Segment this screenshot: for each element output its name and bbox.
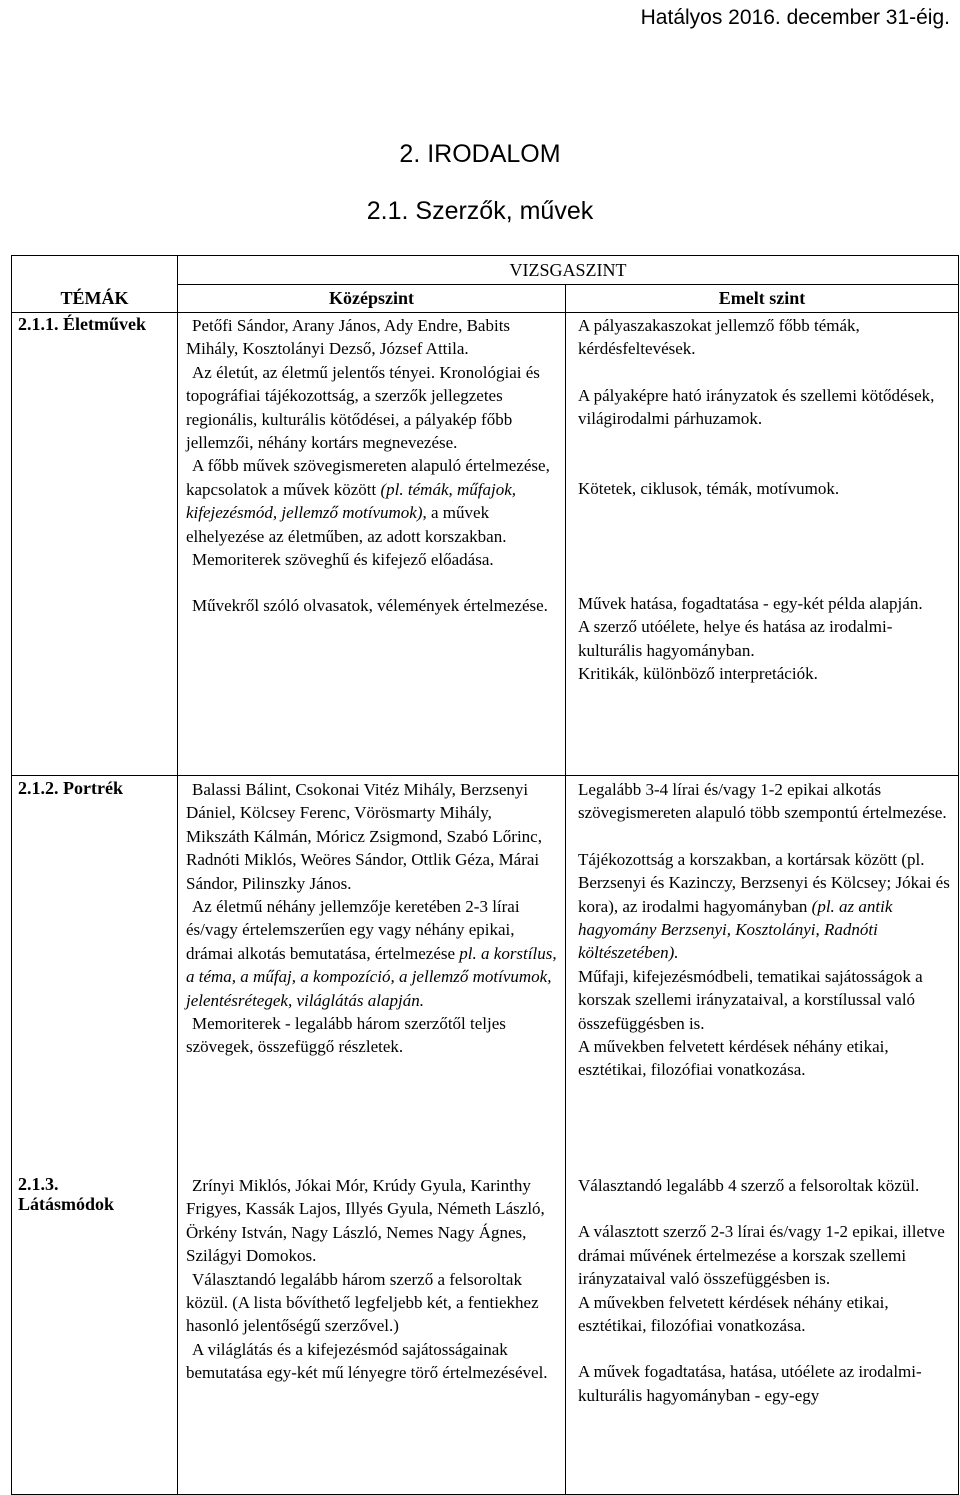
text-paragraph (566, 848, 958, 965)
text-paragraph: A művek fogadtatása, hatása, utóélete az irodalmi-kulturális hagyományban - egy-egy (578, 1362, 922, 1405)
table-row (12, 776, 959, 1169)
topic-cell (12, 1168, 178, 1495)
text-paragraph (178, 454, 565, 548)
text-paragraph: A szerző utóélete, helye és hatása az irodalmi-kulturális hagyományban. (578, 617, 893, 660)
topic-cell (12, 313, 178, 776)
table-column-header-row (12, 285, 959, 313)
advanced-level-cell (566, 313, 959, 776)
column-header-advanced-level: Emelt szint (566, 285, 959, 313)
italic-text: pl. a korstílus, a téma, a műfaj, a kompozíció, a jellemző motívumok, jelentésrétegek, világlátás alapján. (186, 943, 557, 1010)
table-group-header-row (12, 256, 959, 285)
text-paragraph: A pályaképre ható irányzatok és szellemi kötődések, világirodalmi párhuzamok. (578, 385, 935, 429)
table-row (12, 1168, 959, 1495)
text-run: A főbb művek szövegismereten alapuló értelmezése, kapcsolatok a művek között (186, 456, 550, 499)
text-paragraph: Legalább 3-4 lírai és/vagy 1-2 epikai alkotás szövegismereten alapuló több szempontú értelmezése. (578, 780, 947, 823)
text-paragraph: Az életút, az életmű jelentős tényei. Kronológiai és topográfiai tájékozottság, a szerzők jellegzetes regionális, kulturális kötődései, a pályakép főbb jellemzői, néhány kortárs megnevezése. (186, 362, 540, 453)
text-paragraph: Választandó legalább három szerző a felsoroltak közül. (A lista bővíthető legfeljebb két, a fentiekhez hasonló jelentőségű szerzővel.) (186, 1269, 539, 1336)
text-paragraph: Balassi Bálint, Csokonai Vitéz Mihály, Berzsenyi Dániel, Kölcsey Ferenc, Vörösmarty Mihály, Mikszáth Kálmán, Móricz Zsigmond, Szabó Lőrinc, Radnóti Miklós, Weöres Sándor, Ottlik Géza, Márai Sándor, Pilinszky János. (186, 780, 542, 893)
requirements-table (11, 255, 959, 1495)
text-paragraph: Memoriterek szöveghű és kifejező előadása. (192, 550, 494, 570)
text-paragraph: Kötetek, ciklusok, témák, motívumok. (578, 478, 840, 498)
text-run: Az életmű néhány jellemzője keretében 2-3 lírai és/vagy értelemszerűen egy vagy néhány epikai, drámai alkotás bemutatása, értelmezése (186, 897, 520, 963)
mid-level-cell (178, 1168, 566, 1495)
topic-number: 2.1.3. (18, 1174, 59, 1194)
text-paragraph: Memoriterek - legalább három szerzőtől teljes szövegek, összefüggő részletek. (186, 1014, 506, 1057)
text-paragraph: A pályaszakaszokat jellemző főbb témák, kérdésfeltevések. (578, 316, 860, 359)
topic-label: 2.1.2. Portrék (18, 778, 123, 798)
topic-cell (12, 776, 178, 1169)
topic-label: Látásmódok (18, 1194, 115, 1214)
italic-text: (pl. témák, műfajok, kifejezésmód, jellemző motívumok) (186, 479, 517, 523)
text-paragraph (178, 895, 565, 1012)
column-header-topics: TÉMÁK (12, 285, 178, 313)
mid-level-cell (178, 313, 566, 776)
text-paragraph: Művekről szóló olvasatok, vélemények értelmezése. (192, 596, 548, 616)
topic-label: 2.1.1. Életművek (18, 314, 146, 334)
empty-header-cell (12, 256, 178, 285)
text-paragraph: Választandó legalább 4 szerző a felsoroltak közül. (578, 1176, 920, 1195)
text-paragraph: Művek hatása, fogadtatása - egy-két példa alapján. (578, 594, 923, 614)
subsection-title: 2.1. Szerzők, művek (366, 197, 594, 225)
text-paragraph: A művekben felvetett kérdések néhány etikai, esztétikai, filozófiai vonatkozása. (578, 1037, 889, 1080)
text-paragraph: Zrínyi Miklós, Jókai Mór, Krúdy Gyula, Karinthy Frigyes, Kassák Lajos, Illyés Gyula, Németh László, Örkény István, Nagy László, Nemes Nagy Ágnes, Szilágyi Domokos. (186, 1176, 545, 1266)
section-title: 2. IRODALOM (399, 140, 561, 168)
text-run: Tájékozottság a korszakban, a kortársak között (pl. Berzsenyi és Kazinczy, Berzsenyi és Kölcsey; Jókai és kora), az irodalmi hagyományban (578, 849, 950, 916)
validity-note: Hatályos 2016. december 31-éig. (640, 6, 950, 29)
text-paragraph: A választott szerző 2-3 lírai és/vagy 1-2 epikai, illetve drámai művének értelmezése a korszak szellemi irányzataival való összefüggésben is. (578, 1222, 945, 1289)
advanced-level-cell (566, 1168, 959, 1495)
text-paragraph: Műfaji, kifejezésmódbeli, tematikai sajátosságok a korszak szellemi irányzataival, a korstílussal való összefüggésben is. (578, 966, 923, 1033)
text-paragraph: A művekben felvetett kérdések néhány etikai, esztétikai, filozófiai vonatkozása. (578, 1292, 889, 1336)
mid-level-cell (178, 776, 566, 1169)
advanced-level-cell (566, 776, 959, 1169)
table-row (12, 313, 959, 776)
text-paragraph: Kritikák, különböző interpretációk. (578, 664, 818, 684)
column-header-mid-level: Középszint (178, 285, 566, 313)
text-paragraph: A világlátás és a kifejezésmód sajátosságainak bemutatása egy-két mű lényegre törő értelmezésével. (186, 1339, 548, 1383)
italic-text: (pl. az antik hagyomány Berzsenyi, Kosztolányi, Radnóti költészetében). (578, 896, 893, 963)
exam-level-header: VIZSGASZINT (178, 256, 959, 285)
text-paragraph: Petőfi Sándor, Arany János, Ady Endre, Babits Mihály, Kosztolányi Dezső, József Attila. (186, 316, 511, 359)
text-run: , a művek elhelyezése az életműben, az adott korszakban. (186, 503, 507, 546)
